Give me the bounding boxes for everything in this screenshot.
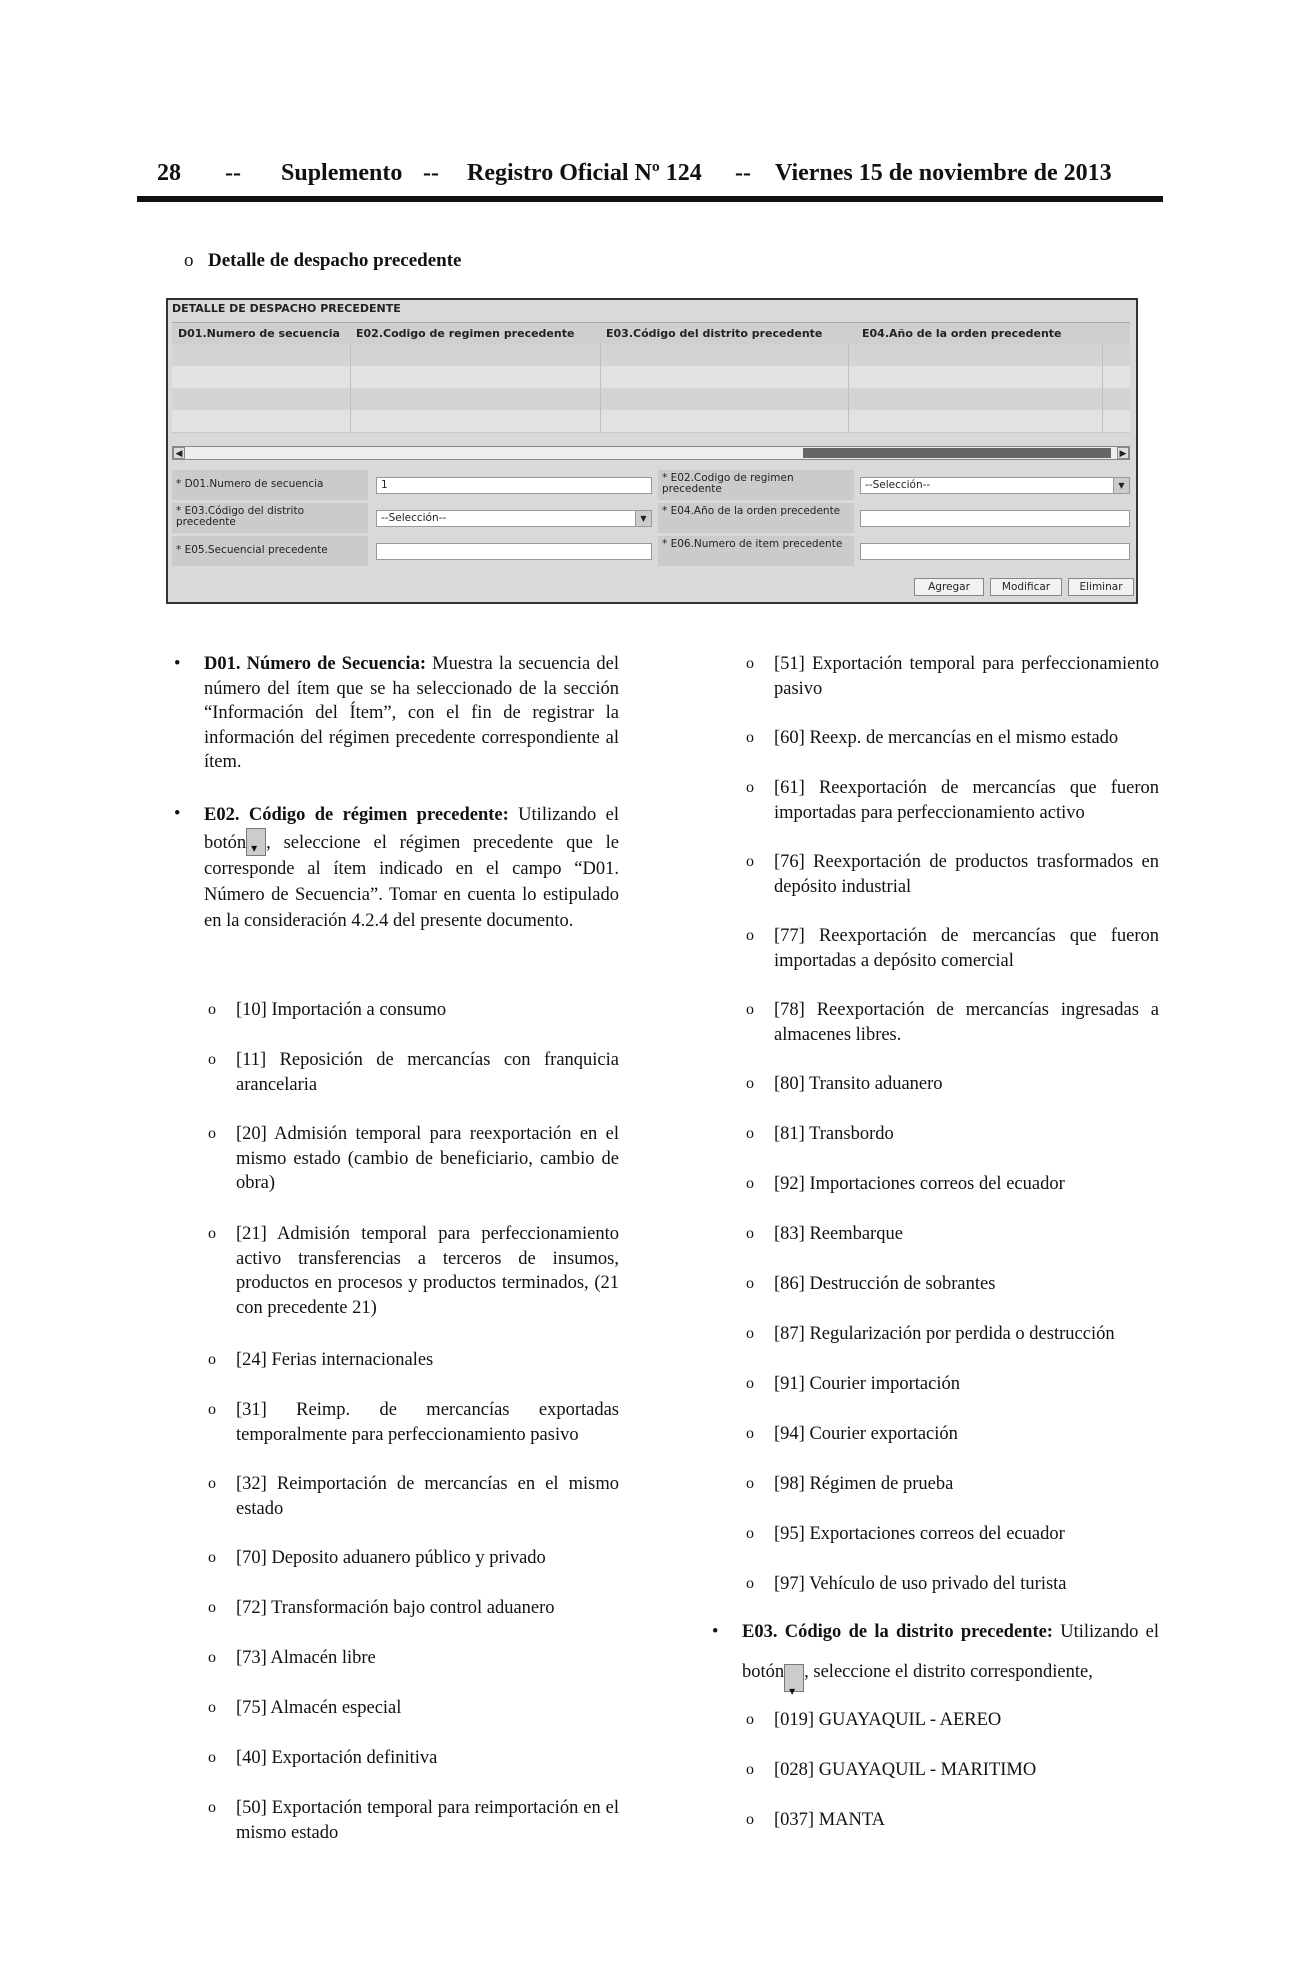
circle-bullet-icon: o	[208, 1001, 216, 1018]
list-item: o [40] Exportación definitiva	[236, 1746, 619, 1771]
modify-button[interactable]: Modificar	[990, 578, 1062, 596]
circle-bullet-icon: o	[746, 1125, 754, 1142]
dropdown-button-icon	[784, 1664, 804, 1692]
list-item: o [24] Ferias internacionales	[236, 1348, 619, 1373]
table-row[interactable]	[172, 366, 1130, 389]
table-row[interactable]	[172, 344, 1130, 367]
list-item: o [32] Reimportación de mercancías en el mismo estado	[208, 1474, 619, 1519]
circle-bullet-icon: o	[746, 1275, 754, 1292]
list-item: o [77] Reexportación de mercancías que fueron importadas a depósito comercial	[746, 926, 1159, 971]
header-supplement: Suplemento	[281, 160, 403, 186]
header-registry: Registro Oficial Nº 124	[467, 160, 702, 186]
circle-bullet-icon: o	[746, 1225, 754, 1242]
d01-label: * D01.Numero de secuencia	[172, 470, 368, 500]
screenshot-panel	[166, 298, 1138, 604]
scroll-right-icon[interactable]: ▶	[1117, 447, 1129, 459]
list-item: o [50] Exportación temporal para reimportación en el mismo estado	[208, 1798, 619, 1843]
circle-bullet-icon: o	[746, 779, 754, 796]
grid-column-header[interactable]: E04.Año de la orden precedente	[862, 327, 1062, 340]
list-item: o [75] Almacén especial	[236, 1696, 619, 1721]
list-item: o [80] Transito aduanero	[774, 1072, 1159, 1097]
grid-divider	[600, 344, 601, 432]
circle-bullet-icon: o	[746, 1711, 754, 1728]
add-button[interactable]: Agregar	[914, 578, 984, 596]
list-item: o [78] Reexportación de mercancías ingresadas a almacenes libres.	[746, 1000, 1159, 1045]
circle-bullet-icon: o	[746, 1075, 754, 1092]
list-item: o [61] Reexportación de mercancías que fueron importadas para perfeccionamiento activo	[746, 778, 1159, 823]
list-item: o [11] Reposición de mercancías con franquicia arancelaria	[208, 1050, 619, 1095]
list-item: o [51] Exportación temporal para perfeccionamiento pasivo	[746, 654, 1159, 699]
e04-label: * E04.Año de la orden precedente	[658, 503, 854, 533]
grid-divider	[1102, 344, 1103, 432]
circle-bullet-icon: o	[208, 1225, 216, 1242]
e02-label: * E02.Codigo de regimen precedente	[658, 470, 854, 500]
list-item: o [95] Exportaciones correos del ecuador	[774, 1522, 1159, 1547]
circle-bullet-icon: o	[746, 1761, 754, 1778]
list-item: o [73] Almacén libre	[236, 1646, 619, 1671]
list-item: o [70] Deposito aduanero público y privado	[236, 1546, 619, 1571]
chevron-down-icon[interactable]: ▼	[1113, 478, 1129, 493]
circle-bullet-icon: o	[208, 1649, 216, 1666]
list-item: o [91] Courier importación	[774, 1372, 1159, 1397]
list-item: • E02. Código de régimen precedente: Utilizando el botón▾ , seleccione el régimen precedente que le corresponde al ítem indicado en el campo “D01. Número de Secuencia”. Tomar en cuenta lo estipulado en la consideración 4.2.4 del presente documento.	[204, 802, 619, 934]
e05-input[interactable]	[376, 543, 652, 560]
circle-bullet-icon: o	[208, 1799, 216, 1816]
list-item: o [019] GUAYAQUIL - AEREO	[774, 1708, 1159, 1733]
bullet-icon: •	[174, 654, 181, 674]
circle-bullet-icon: o	[746, 1325, 754, 1342]
grid-column-header[interactable]: E03.Código del distrito precedente	[606, 327, 823, 340]
list-item: o [81] Transbordo	[774, 1122, 1159, 1147]
circle-bullet-icon: o	[746, 927, 754, 944]
circle-bullet-icon: o	[746, 1525, 754, 1542]
list-item: o [31] Reimp. de mercancías exportadas temporalmente para perfeccionamiento pasivo	[208, 1400, 619, 1445]
list-item: o [92] Importaciones correos del ecuador	[774, 1172, 1159, 1197]
bullet-icon: •	[174, 804, 181, 824]
circle-bullet-icon: o	[208, 1351, 216, 1368]
list-item: o [037] MANTA	[774, 1808, 1159, 1833]
grid-divider	[848, 344, 849, 432]
horizontal-scrollbar[interactable]	[172, 446, 1130, 460]
e06-label: * E06.Numero de item precedente	[658, 536, 854, 566]
e05-label: * E05.Secuencial precedente	[172, 536, 368, 566]
d01-input[interactable]: 1	[376, 477, 652, 494]
circle-bullet-icon: o	[208, 1125, 216, 1142]
e06-input[interactable]	[860, 543, 1130, 560]
chevron-down-icon[interactable]: ▼	[635, 511, 651, 526]
list-item: • E03. Código de la distrito precedente: Utilizando el botón▾ , seleccione el distrito correspondiente,	[742, 1620, 1159, 1692]
list-item: o [98] Régimen de prueba	[774, 1472, 1159, 1497]
list-item: • D01. Número de Secuencia: Muestra la secuencia del número del ítem que se ha seleccionado de la sección “Información del Ítem”, con el fin de registrar la información del régimen precedente correspondiente al ítem.	[174, 654, 619, 772]
e02-select[interactable]: --Selección-- ▼	[860, 477, 1130, 494]
circle-bullet-icon: o	[208, 1051, 216, 1068]
list-item: o [83] Reembarque	[774, 1222, 1159, 1247]
table-row[interactable]	[172, 388, 1130, 411]
circle-bullet-icon: o	[208, 1549, 216, 1566]
data-grid	[172, 322, 1130, 432]
header-separator: --	[423, 160, 439, 186]
circle-bullet-icon: o	[746, 1811, 754, 1828]
list-item: o [87] Regularización por perdida o destrucción	[774, 1322, 1159, 1347]
e03-label: * E03.Código del distrito precedente	[172, 503, 368, 533]
scroll-thumb[interactable]	[803, 448, 1111, 458]
list-item: o [20] Admisión temporal para reexportación en el mismo estado (cambio de beneficiario, cambio de obra)	[208, 1124, 619, 1193]
list-item: o [76] Reexportación de productos trasformados en depósito industrial	[746, 852, 1159, 897]
circle-bullet-icon: o	[746, 1425, 754, 1442]
entry-form	[172, 470, 1130, 570]
bullet-icon: •	[712, 1622, 719, 1642]
list-item: o [10] Importación a consumo	[236, 998, 619, 1023]
page-header	[137, 160, 1163, 202]
panel-title: DETALLE DE DESPACHO PRECEDENTE	[172, 302, 401, 315]
circle-bullet-icon: o	[208, 1475, 216, 1492]
header-separator: --	[735, 160, 751, 186]
circle-bullet-icon: o	[208, 1599, 216, 1616]
circle-bullet-icon: o	[746, 853, 754, 870]
section-title: o Detalle de despacho precedente	[184, 250, 462, 271]
scroll-left-icon[interactable]: ◀	[173, 447, 185, 459]
dropdown-button-icon	[246, 828, 266, 856]
header-date: Viernes 15 de noviembre de 2013	[775, 160, 1112, 186]
circle-bullet-icon: o	[208, 1749, 216, 1766]
delete-button[interactable]: Eliminar	[1068, 578, 1134, 596]
circle-bullet-icon: o	[208, 1401, 216, 1418]
list-item: o [97] Vehículo de uso privado del turista	[774, 1572, 1159, 1597]
grid-column-header[interactable]: E02.Codigo de regimen precedente	[356, 327, 575, 340]
circle-bullet-icon: o	[184, 250, 194, 271]
header-separator: --	[225, 160, 241, 186]
circle-bullet-icon: o	[208, 1699, 216, 1716]
e03-select[interactable]: --Selección-- ▼	[376, 510, 652, 527]
circle-bullet-icon: o	[746, 1375, 754, 1392]
grid-column-header[interactable]: D01.Numero de secuencia	[178, 327, 340, 340]
circle-bullet-icon: o	[746, 655, 754, 672]
grid-divider	[350, 344, 351, 432]
list-item: o [028] GUAYAQUIL - MARITIMO	[774, 1758, 1159, 1783]
list-item: o [72] Transformación bajo control aduanero	[236, 1596, 619, 1621]
page-number: 28	[157, 160, 181, 186]
table-row[interactable]	[172, 410, 1130, 433]
circle-bullet-icon: o	[746, 1175, 754, 1192]
circle-bullet-icon: o	[746, 1475, 754, 1492]
e04-input[interactable]	[860, 510, 1130, 527]
list-item: o [60] Reexp. de mercancías en el mismo estado	[774, 726, 1159, 751]
circle-bullet-icon: o	[746, 1575, 754, 1592]
list-item: o [94] Courier exportación	[774, 1422, 1159, 1447]
list-item: o [21] Admisión temporal para perfeccionamiento activo transferencias a terceros de insumos, productos en procesos y productos terminados, (21 con precedente 21)	[208, 1224, 619, 1318]
grid-header	[172, 322, 1130, 346]
circle-bullet-icon: o	[746, 1001, 754, 1018]
circle-bullet-icon: o	[746, 729, 754, 746]
list-item: o [86] Destrucción de sobrantes	[774, 1272, 1159, 1297]
